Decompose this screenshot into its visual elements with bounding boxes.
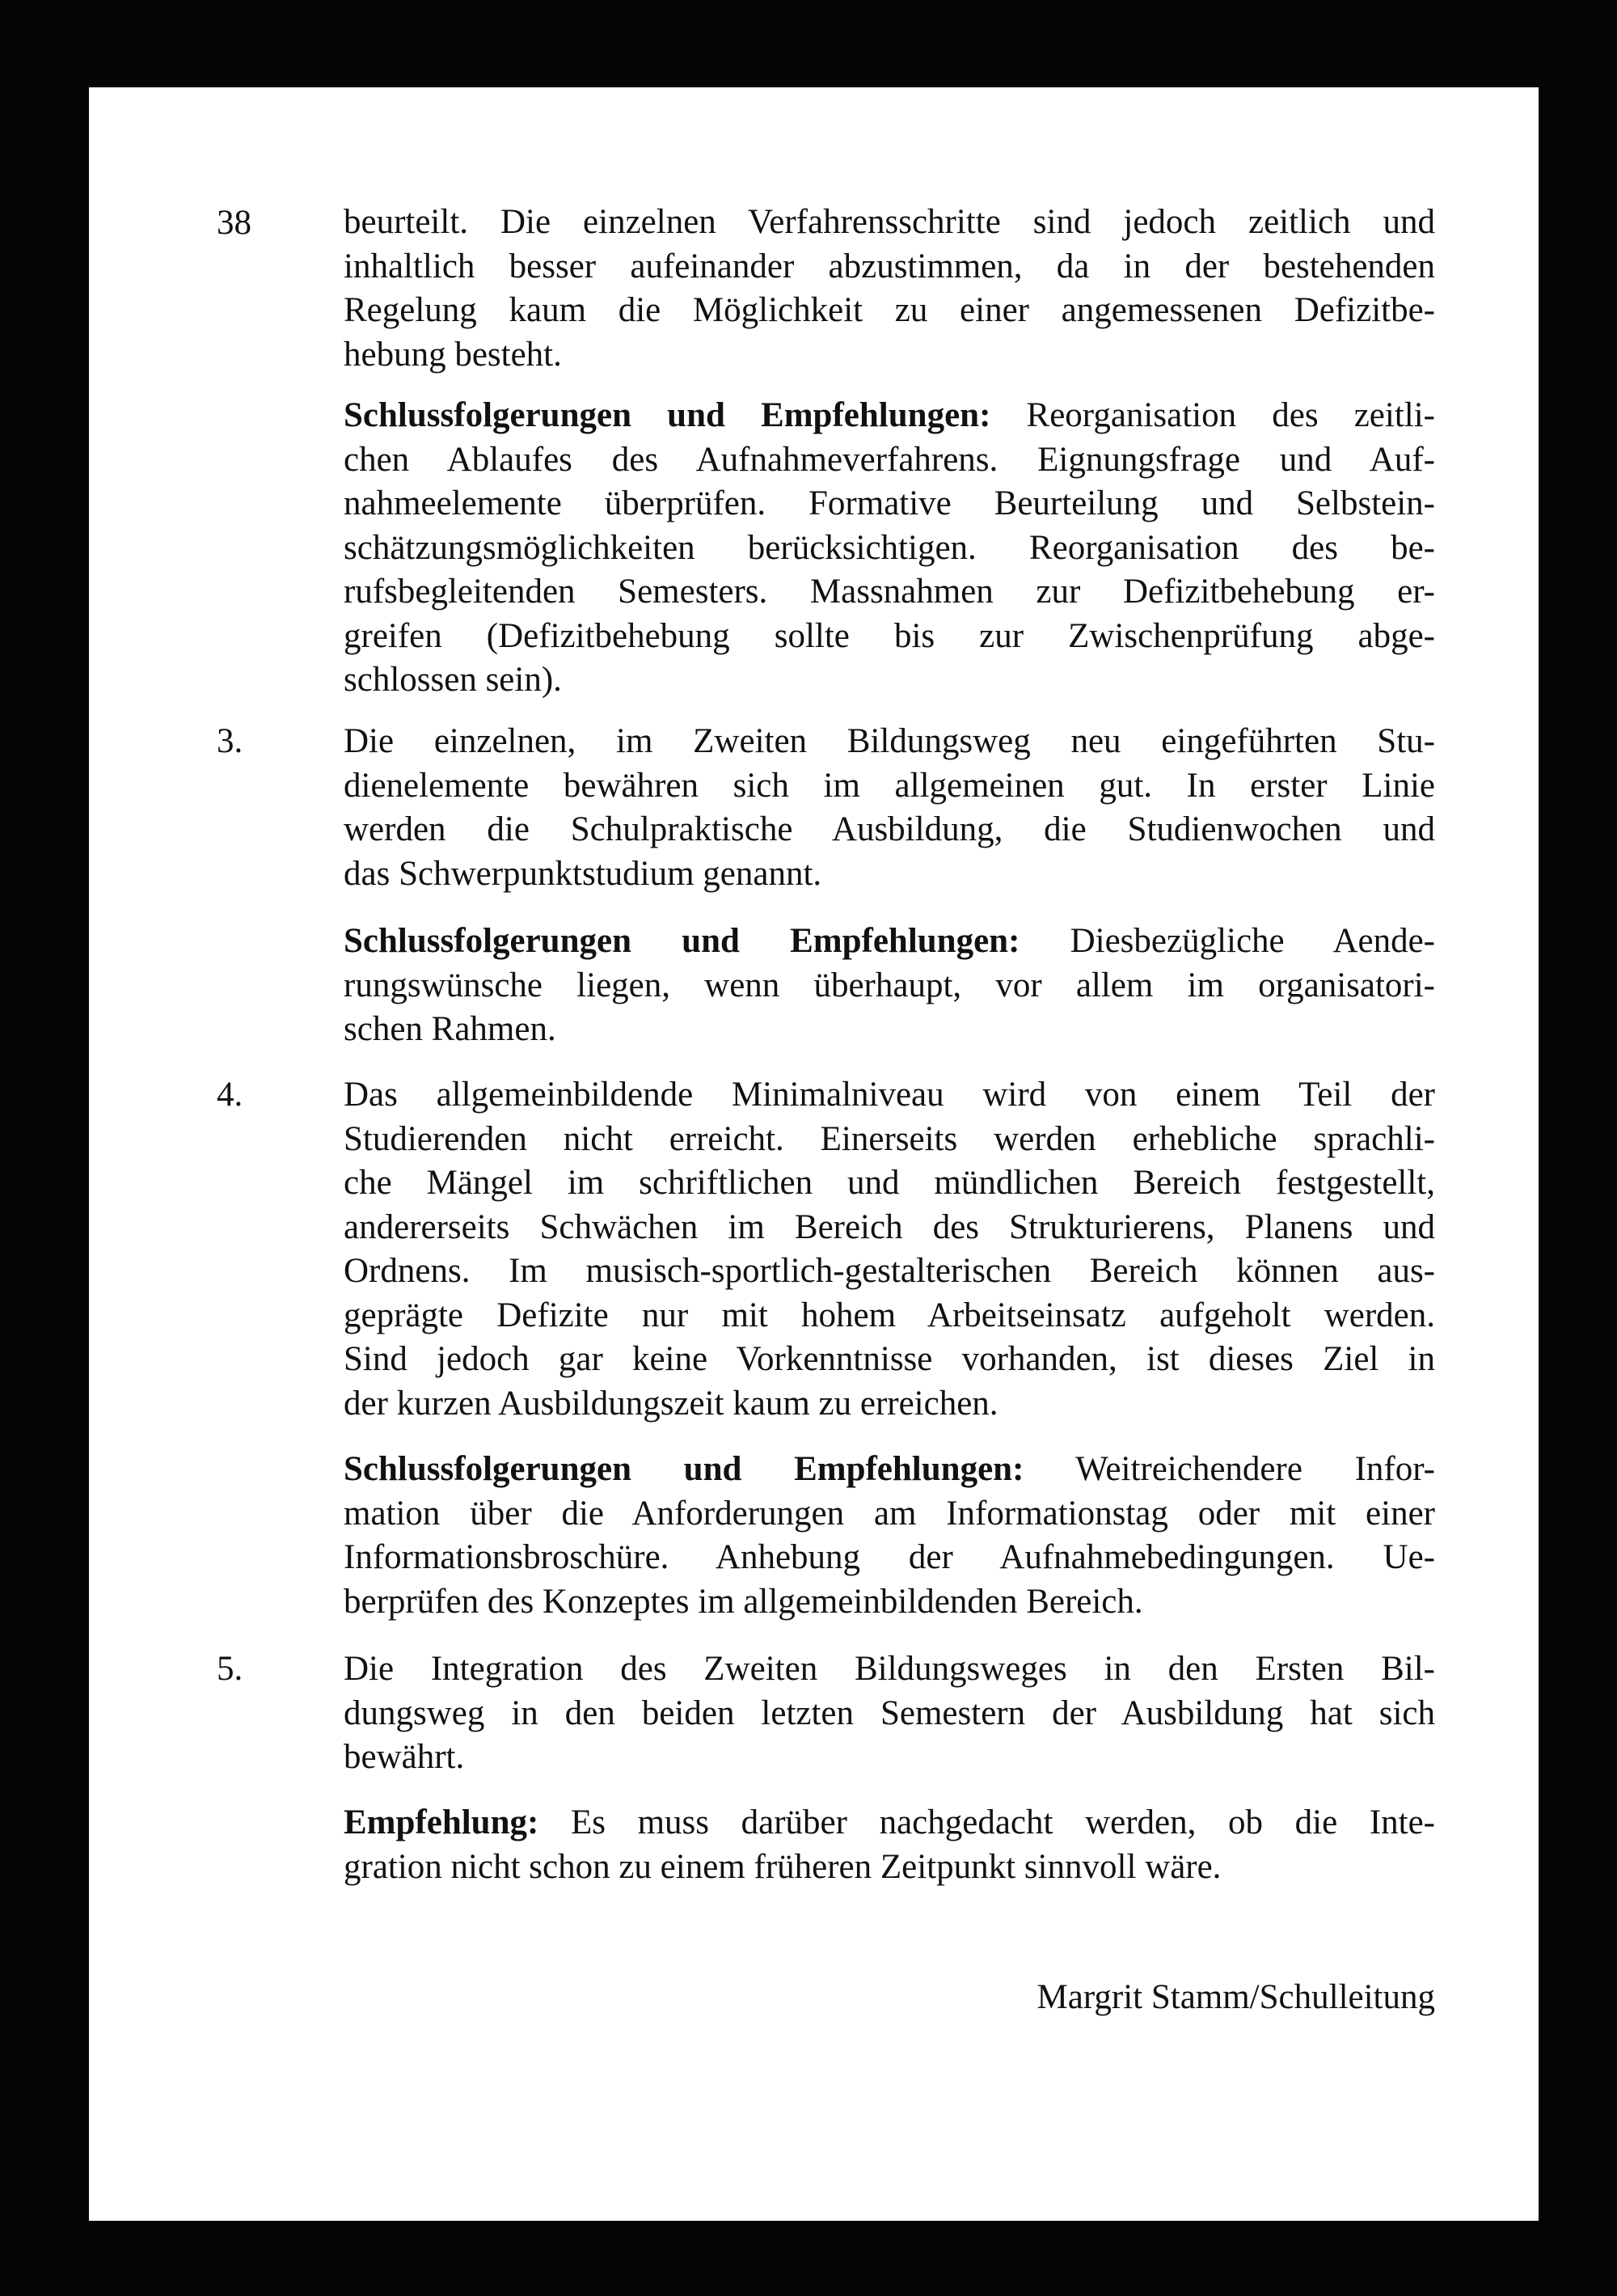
- text-line: greifen (Defizitbehebung sollte bis zur Zwischenprüfung abge-: [344, 616, 1435, 655]
- text-line: rufsbegleitenden Semesters. Massnahmen zur Defizitbehebung er-: [344, 573, 1435, 611]
- text-line: bewährt.: [344, 1738, 465, 1776]
- text-line: andererseits Schwächen im Bereich des Strukturierens, Planens und: [344, 1207, 1435, 1246]
- text-line: rungswünsche liegen, wenn überhaupt, vor allem im organisatori-: [344, 966, 1435, 1004]
- text-line: geprägte Defizite nur mit hohem Arbeitseinsatz aufgeholt werden.: [344, 1296, 1435, 1334]
- text-line: schen Rahmen.: [344, 1010, 556, 1048]
- item-number: 5.: [217, 1650, 243, 1688]
- text-line: dungsweg in den beiden letzten Semestern der Ausbildung hat sich: [344, 1693, 1435, 1732]
- text-line: Die Integration des Zweiten Bildungsweges in den Ersten Bil-: [344, 1650, 1435, 1688]
- paragraph-label: Schlussfolgerungen und Empfehlungen:: [344, 922, 1020, 960]
- line-text: Diesbezügliche Aende-: [1020, 922, 1435, 960]
- text-line: beurteilt. Die einzelnen Verfahrensschritte sind jedoch zeitlich und: [344, 203, 1435, 241]
- text-line: werden die Schulpraktische Ausbildung, die Studienwochen und: [344, 810, 1435, 848]
- text-line: [344, 1447, 1435, 1492]
- text-line: Studierenden nicht erreicht. Einerseits werden erhebliche sprachli-: [344, 1119, 1435, 1158]
- item-number: 4.: [217, 1076, 243, 1114]
- text-line: nahmeelemente überprüfen. Formative Beurteilung und Selbstein-: [344, 484, 1435, 522]
- line-text: Weitreichendere Infor-: [1024, 1450, 1435, 1488]
- text-line: inhaltlich besser aufeinander abzustimmen, da in der bestehenden: [344, 247, 1435, 285]
- text-line: mation über die Anforderungen am Informationstag oder mit einer: [344, 1494, 1435, 1533]
- line-text: Es muss darüber nachgedacht werden, ob die Inte-: [538, 1803, 1435, 1841]
- text-line: der kurzen Ausbildungszeit kaum zu erreichen.: [344, 1384, 998, 1423]
- paragraph-label: Empfehlung:: [344, 1803, 539, 1841]
- text-line: Das allgemeinbildende Minimalniveau wird von einem Teil der: [344, 1076, 1435, 1114]
- text-line: Die einzelnen, im Zweiten Bildungsweg neu eingeführten Stu-: [344, 722, 1435, 760]
- text-line: [344, 919, 1435, 964]
- text-line: Informationsbroschüre. Anhebung der Aufnahmebedingungen. Ue-: [344, 1538, 1435, 1576]
- text-line: dienelemente bewähren sich im allgemeinen gut. In erster Linie: [344, 766, 1435, 805]
- text-line: das Schwerpunktstudium genannt.: [344, 854, 822, 893]
- document-page: [89, 87, 1539, 2221]
- text-line: [344, 1800, 1435, 1846]
- text-line: schlossen sein).: [344, 661, 562, 699]
- text-line: schätzungsmöglichkeiten berücksichtigen. Reorganisation des be-: [344, 528, 1435, 567]
- text-line: Ordnens. Im musisch-sportlich-gestalterischen Bereich können aus-: [344, 1252, 1435, 1290]
- paragraph-label: Schlussfolgerungen und Empfehlungen:: [344, 396, 991, 434]
- text-line: hebung besteht.: [344, 335, 562, 374]
- text-line: Regelung kaum die Möglichkeit zu einer angemessenen Defizitbe-: [344, 291, 1435, 329]
- signature: Margrit Stamm/Schulleitung: [1036, 1978, 1435, 2016]
- line-text: Reorganisation des zeitli-: [990, 396, 1435, 434]
- text-line: [344, 393, 1435, 438]
- page-number: 38: [217, 204, 251, 242]
- paragraph-label: Schlussfolgerungen und Empfehlungen:: [344, 1450, 1024, 1488]
- text-line: che Mängel im schriftlichen und mündlichen Bereich festgestellt,: [344, 1164, 1435, 1202]
- item-number: 3.: [217, 722, 243, 760]
- text-line: Sind jedoch gar keine Vorkenntnisse vorhanden, ist dieses Ziel in: [344, 1340, 1435, 1378]
- text-line: gration nicht schon zu einem früheren Zeitpunkt sinnvoll wäre.: [344, 1847, 1222, 1886]
- text-line: berprüfen des Konzeptes im allgemeinbildenden Bereich.: [344, 1582, 1143, 1621]
- text-line: chen Ablaufes des Aufnahmeverfahrens. Eignungsfrage und Auf-: [344, 440, 1435, 479]
